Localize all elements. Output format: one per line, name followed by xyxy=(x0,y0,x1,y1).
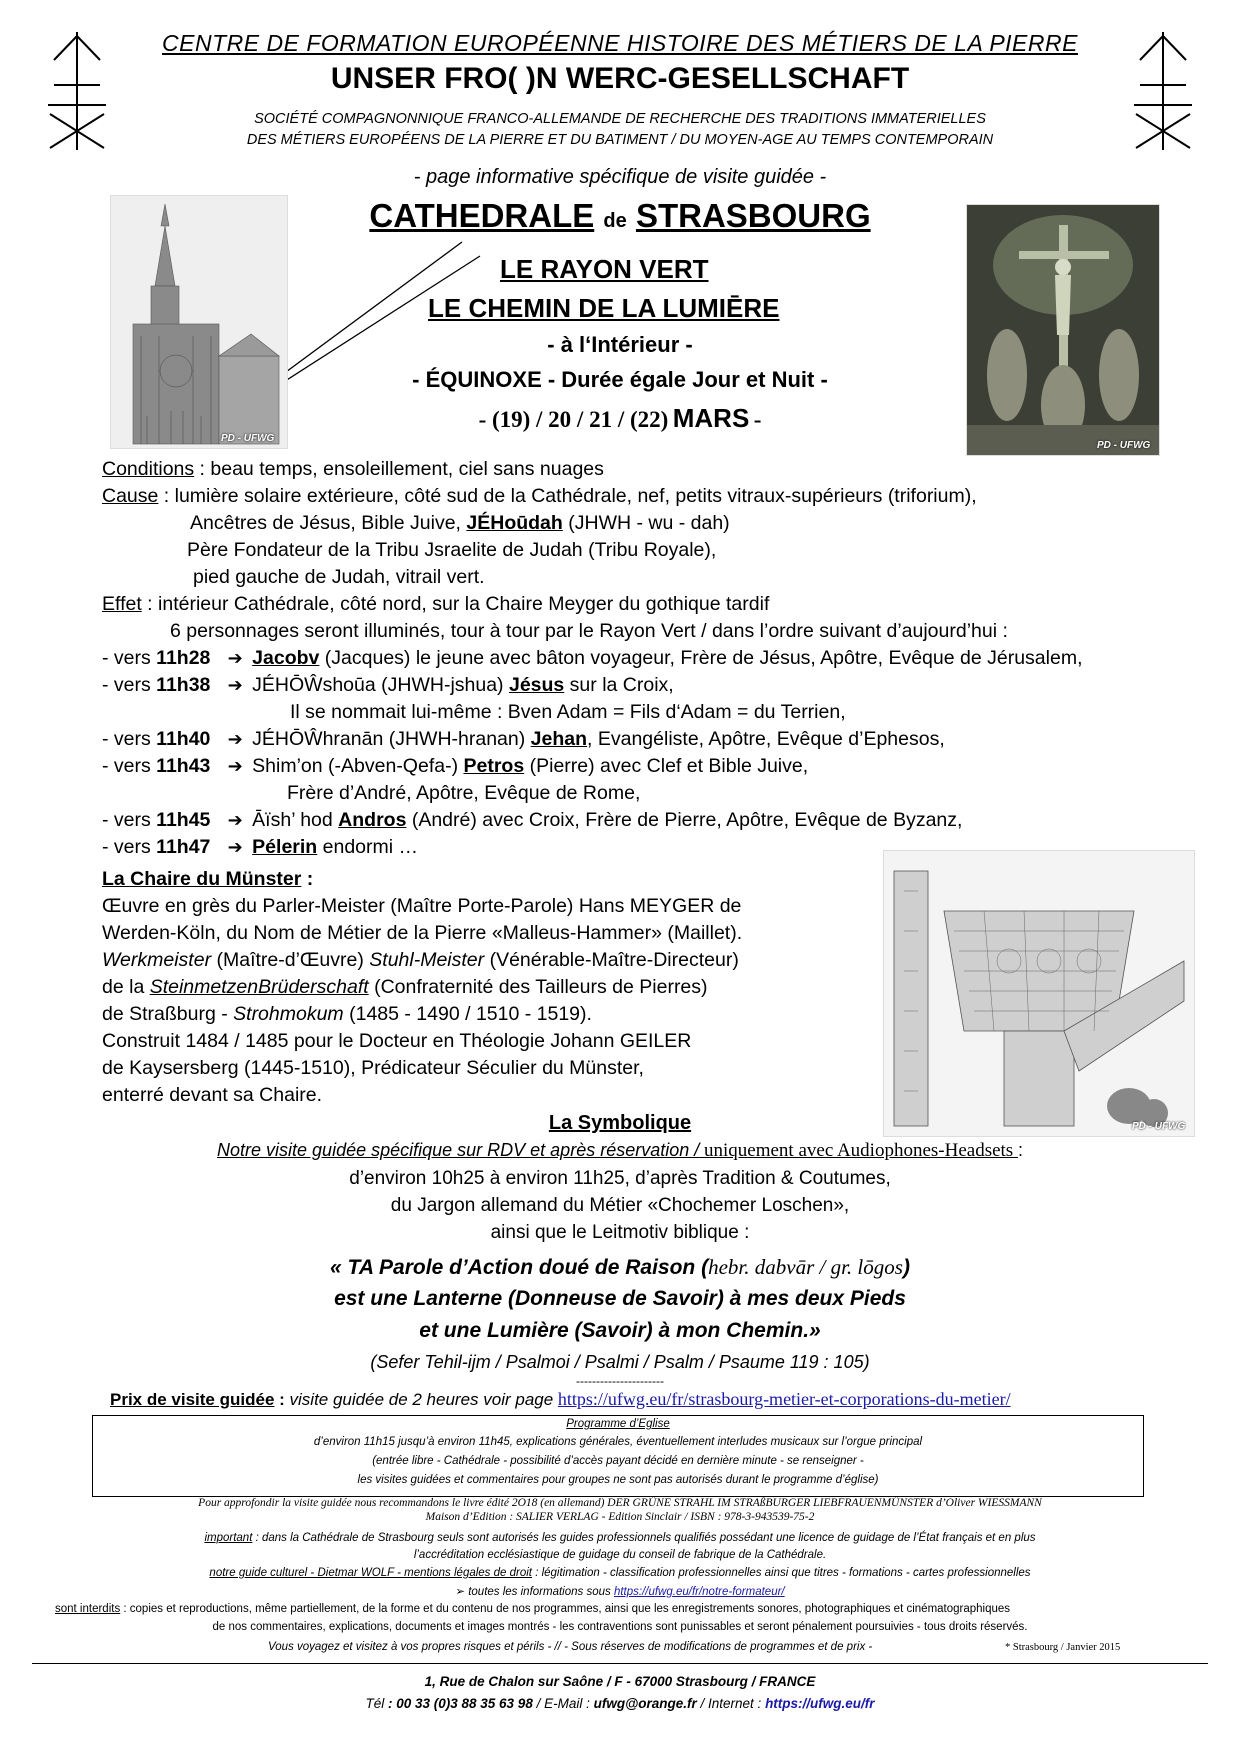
effet-line-2: 6 personnages seront illuminés, tour à tour par le Rayon Vert / dans l’ordre suivant d’aujourd’hui : xyxy=(170,620,1008,642)
chaire-l3b: (Maître-d’Œuvre) xyxy=(211,949,370,971)
jesus-continuation: Il se nommait lui-même : Bven Adam = Fils d‘Adam = du Terrien, xyxy=(290,701,846,723)
figure-hebrew-name: JÉHŌŴhranān (JHWH-hranan) xyxy=(252,728,531,750)
time-prefix: - vers xyxy=(102,674,157,696)
illumination-row xyxy=(102,728,945,751)
cathedral-engraving-photo xyxy=(110,195,288,449)
time-value: 11h28 xyxy=(156,647,211,669)
quote-line-2: est une Lanterne (Donneuse de Savoir) à mes deux Pieds xyxy=(334,1287,906,1310)
footer-tel: : 00 33 (0)3 88 35 63 98 xyxy=(384,1696,533,1711)
figure-description: endormi … xyxy=(317,836,419,858)
programme-line-2: (entrée libre - Cathédrale - possibilité d’accès payant décidé en dernière minute - se renseigner - xyxy=(372,1455,864,1467)
figure-description: (André) avec Croix, Frère de Pierre, Apôtre, Evêque de Byzanz, xyxy=(406,809,963,831)
effet-line-1 xyxy=(102,593,769,616)
photo-credit-right: PD - UFWG xyxy=(1097,440,1151,451)
symbolique-line-3: du Jargon allemand du Métier «Chochemer Loschen», xyxy=(390,1195,850,1216)
chaire-line-4 xyxy=(102,976,708,999)
infos-arrow-icon: ➢ xyxy=(455,1584,466,1598)
arrow-right-icon: ➔ xyxy=(227,675,243,696)
chaire-heading xyxy=(102,868,313,891)
infos-line xyxy=(60,1584,1180,1598)
footer-tel-label: Tél xyxy=(365,1696,385,1711)
figure-description: sur la Croix, xyxy=(564,674,674,696)
footer-net-link[interactable]: https://ufwg.eu/fr xyxy=(765,1696,875,1711)
time-prefix: - vers xyxy=(102,647,157,669)
voyage-line: Vous voyagez et visitez à vos propres risques et périls - // - Sous réserves de modifications de programmes et de prix - xyxy=(268,1641,873,1653)
chaire-l4a: de la xyxy=(102,976,150,998)
prix-colon: : xyxy=(274,1390,285,1409)
time-value: 11h45 xyxy=(156,809,211,831)
chaire-line-5 xyxy=(102,1003,592,1026)
guide-text: : légitimation - classification professionnelles ainsi que titres - formations - cartes professionnelles xyxy=(532,1567,1031,1579)
title-strasbourg: STRASBOURG xyxy=(635,197,871,234)
dates-mars: MARS xyxy=(672,403,750,433)
figure-hebrew-name: JÉHŌŴshoūa (JHWH-jshua) xyxy=(252,674,509,696)
interdits-text: : copies et reproductions, même partiellement, de la forme et du contenu de nos programmes, ainsi que les enregistrements sonores, photographiques et cinématographiques xyxy=(120,1603,1011,1615)
programme-line-3: les visites guidées et commentaires pour groupes ne sont pas autorisés durant le programme d’église) xyxy=(357,1474,879,1486)
dates-prefix: - (19) / 20 / 21 / (22) xyxy=(478,407,669,432)
mason-mark-left-icon xyxy=(44,30,110,150)
figure-hebrew-name: Shim’on (-Abven-Qefa-) xyxy=(252,755,464,777)
figure-name: Jésus xyxy=(508,674,565,696)
figure-name: Jehan xyxy=(530,728,588,750)
page-intro: - page informative spécifique de visite guidée - xyxy=(413,166,827,188)
chaire-l4c: (Confraternité des Tailleurs de Pierres) xyxy=(368,976,708,998)
chaire-l3d: (Vénérable-Maître-Directeur) xyxy=(484,949,739,971)
crucifix-sculpture-icon xyxy=(967,205,1159,455)
quote-line-1 xyxy=(80,1255,1160,1280)
time-prefix: - vers xyxy=(102,836,157,858)
time-prefix: - vers xyxy=(102,809,157,831)
prix-label: Prix de visite guidée xyxy=(110,1390,275,1409)
title-cathedrale: CATHEDRALE xyxy=(369,197,595,234)
cause-line-3: Père Fondateur de la Tribu Jsraelite de Judah (Tribu Royale), xyxy=(187,539,717,561)
prix-link[interactable]: https://ufwg.eu/fr/strasbourg-metier-et-corporations-du-metier/ xyxy=(557,1389,1011,1409)
footer-address: 1, Rue de Chalon sur Saône / F - 67000 Strasbourg / FRANCE xyxy=(424,1674,816,1689)
conditions-line xyxy=(102,458,604,481)
dates-suffix: - xyxy=(753,407,762,432)
illumination-row xyxy=(102,755,808,778)
time-value: 11h38 xyxy=(156,674,211,696)
figure-name: Petros xyxy=(463,755,525,777)
chaire-stuhl-meister: Stuhl-Meister xyxy=(369,949,485,971)
title-equinoxe: - ÉQUINOXE - Durée égale Jour et Nuit - xyxy=(412,367,828,392)
quote-reference: (Sefer Tehil-ijm / Psalmoi / Psalmi / Psalm / Psaume 119 : 105) xyxy=(370,1352,870,1372)
figure-hebrew-name: Āïsh’ hod xyxy=(252,809,339,831)
chaire-werkmeister: Werkmeister xyxy=(102,949,212,971)
cause-label: Cause xyxy=(102,485,159,507)
figure-name: Andros xyxy=(338,809,407,831)
symbolique-title: La Symbolique xyxy=(548,1112,692,1134)
cause-text-1: : lumière solaire extérieure, côté sud de la Cathédrale, nef, petits vitraux-supérieurs (triforium), xyxy=(158,485,977,507)
programme-box xyxy=(92,1415,1144,1497)
photo-credit-left: PD - UFWG xyxy=(221,433,275,444)
title-rayon-vert: LE RAYON VERT xyxy=(500,254,709,284)
header-line-3: SOCIÉTÉ COMPAGNONNIQUE FRANCO-ALLEMANDE DE RECHERCHE DES TRADITIONS IMMATERIELLES xyxy=(254,111,986,127)
illumination-row xyxy=(102,836,418,859)
title-chemin-lumiere: LE CHEMIN DE LA LUMIĒRE xyxy=(428,293,780,323)
programme-line-1: d’environ 11h15 jusqu’à environ 11h45, explications générales, éventuellement interludes musicaux sur l’orgue principal xyxy=(313,1436,923,1448)
title-de: de xyxy=(603,210,627,232)
chaire-line-6: Construit 1484 / 1485 pour le Docteur en Théologie Johann GEILER xyxy=(102,1030,692,1052)
symbolique-l1c: : xyxy=(1017,1140,1023,1160)
title-interieur: - à l‘Intérieur - xyxy=(547,332,693,357)
arrow-right-icon: ➔ xyxy=(227,729,243,750)
separator: ---------------------- xyxy=(576,1374,664,1388)
chaire-line-1: Œuvre en grès du Parler-Meister (Maître Porte-Parole) Hans MEYGER de xyxy=(102,895,742,917)
quote-l1b: hebr. dabvār / gr. lōgos xyxy=(708,1255,903,1279)
symbolique-line-4: ainsi que le Leitmotiv biblique : xyxy=(490,1222,750,1243)
chaire-line-2: Werden-Köln, du Nom de Métier de la Pierre «Malleus-Hammer» (Maillet). xyxy=(102,922,743,944)
figure-name: Pélerin xyxy=(252,836,318,858)
conditions-text: : beau temps, ensoleillement, ciel sans nuages xyxy=(194,458,604,480)
important-text: : dans la Cathédrale de Strasbourg seuls sont autorisés les guides professionnels qualifiés possédant une licence de guidage de l’État français et en plus xyxy=(252,1532,1036,1544)
figure-description: (Jacques) le jeune avec bâton voyageur, Frère de Jésus, Apôtre, Evêque de Jérusalem, xyxy=(319,647,1083,669)
infos-text: toutes les informations sous xyxy=(465,1586,614,1598)
figure-name: Jacobv xyxy=(252,647,320,669)
guide-label: notre guide culturel - Dietmar WOLF - mentions légales de droit xyxy=(209,1567,532,1579)
date-note: * Strasbourg / Janvier 2015 xyxy=(1005,1642,1121,1653)
illumination-row xyxy=(102,809,962,832)
figure-description: , Evangéliste, Apôtre, Evêque d’Ephesos, xyxy=(587,728,945,750)
quote-l1c: ) xyxy=(902,1256,910,1279)
chaire-line-7: de Kaysersberg (1445-1510), Prédicateur Séculier du Münster, xyxy=(102,1057,644,1079)
livre-line-2: Maison d’Edition : SALIER VERLAG - Edition Sinclair / ISBN : 978-3-943539-75-2 xyxy=(425,1511,815,1523)
quote-l1a: « TA Parole d’Action doué de Raison ( xyxy=(330,1256,709,1279)
chaire-l5a: de Straßburg - xyxy=(102,1003,234,1025)
symbolique-line-2: d’environ 10h25 à environ 11h25, d’après Tradition & Coutumes, xyxy=(349,1168,891,1189)
prix-line xyxy=(110,1389,1011,1410)
quote-line-3: et une Lumière (Savoir) à mon Chemin.» xyxy=(419,1319,821,1342)
mason-mark-right-icon xyxy=(1130,30,1196,150)
cathedral-engraving-icon xyxy=(111,196,287,448)
cause-text-2a: Ancêtres de Jésus, Bible Juive, xyxy=(190,512,467,534)
symbolique-line-1 xyxy=(80,1140,1160,1162)
cause-jehoudah: JÉHoūdah xyxy=(466,512,563,534)
header-line-4: DES MÉTIERS EUROPÉENS DE LA PIERRE ET DU BATIMENT / DU MOYEN-AGE AU TEMPS CONTEMPORAIN xyxy=(246,132,994,148)
important-line xyxy=(60,1532,1180,1544)
interdits-line-2: de nos commentaires, explications, documents et images montrés - les contraventions sont punissables et seront pénalement poursuivies - tous droits réservés. xyxy=(212,1621,1028,1633)
time-value: 11h47 xyxy=(156,836,211,858)
prix-text: visite guidée de 2 heures voir page xyxy=(284,1390,558,1409)
infos-link[interactable]: https://ufwg.eu/fr/notre-formateur/ xyxy=(613,1586,785,1598)
petros-continuation: Frère d’André, Apôtre, Evêque de Rome, xyxy=(287,782,641,804)
arrow-right-icon: ➔ xyxy=(227,810,243,831)
footer-contacts xyxy=(60,1696,1180,1711)
effet-label: Effet xyxy=(102,593,142,615)
time-prefix: - vers xyxy=(102,755,157,777)
conditions-label: Conditions xyxy=(102,458,195,480)
important-line-2: l’accréditation ecclésiastique de guidage du conseil de fabrique de la Cathédrale. xyxy=(413,1549,827,1561)
chaire-l5c: (1485 - 1490 / 1510 - 1519). xyxy=(343,1003,592,1025)
livre-line-1: Pour approfondir la visite guidée nous recommandons le livre édité 2O18 (en allemand) DER GRÜNE STRAHL IM STRAßBURGER LIEBFRAUENMÜNSTER d’Oliver WIESSMANN xyxy=(198,1497,1042,1509)
symbolique-l1a: Notre visite guidée spécifique sur RDV et après réservation / xyxy=(217,1140,700,1160)
header-line-2: UNSER FRO( )N WERC-GESELLSCHAFT xyxy=(330,62,910,95)
pulpit-engraving-photo xyxy=(883,850,1195,1137)
header-line-1: CENTRE DE FORMATION EUROPÉENNE HISTOIRE DES MÉTIERS DE LA PIERRE xyxy=(162,30,1078,56)
time-value: 11h40 xyxy=(156,728,211,750)
chaire-strohmokum: Strohmokum xyxy=(233,1003,344,1025)
photo-credit-pulpit: PD - UFWG xyxy=(1132,1121,1186,1132)
programme-title: Programme d’Eglise xyxy=(566,1418,670,1430)
arrow-right-icon: ➔ xyxy=(227,837,243,858)
chaire-line-8: enterré devant sa Chaire. xyxy=(102,1084,323,1106)
footer-mail-label: / E-Mail : xyxy=(532,1696,594,1711)
cause-text-2c: (JHWH - wu - dah) xyxy=(562,512,730,534)
arrow-right-icon: ➔ xyxy=(227,756,243,777)
time-prefix: - vers xyxy=(102,728,157,750)
guide-line xyxy=(60,1567,1180,1579)
interdits-label: sont interdits xyxy=(55,1603,121,1615)
important-label: important xyxy=(204,1532,253,1544)
arrow-right-icon: ➔ xyxy=(227,648,243,669)
cause-line-4: pied gauche de Judah, vitrail vert. xyxy=(193,566,485,588)
footer-mail[interactable]: ufwg@orange.fr xyxy=(593,1696,697,1711)
figure-description: (Pierre) avec Clef et Bible Juive, xyxy=(524,755,809,777)
footer-net-label: / Internet : xyxy=(696,1696,766,1711)
effet-text-1: : intérieur Cathédrale, côté nord, sur la Chaire Meyger du gothique tardif xyxy=(141,593,770,615)
chaire-title-suffix: : xyxy=(301,868,314,890)
chaire-brüderschaft: SteinmetzenBrüderschaft xyxy=(149,976,369,998)
cause-line-1 xyxy=(102,485,977,508)
illumination-row xyxy=(102,647,1082,670)
time-value: 11h43 xyxy=(156,755,211,777)
chaire-title: La Chaire du Münster xyxy=(102,868,302,890)
symbolique-l1b: uniquement avec Audiophones-Headsets xyxy=(699,1140,1018,1161)
illumination-row xyxy=(102,674,674,697)
chaire-line-3 xyxy=(102,949,739,972)
crucifix-sculpture-photo xyxy=(966,204,1160,456)
interdits-line xyxy=(55,1603,1185,1615)
pulpit-engraving-icon xyxy=(884,851,1194,1136)
cause-line-2 xyxy=(190,512,730,535)
footer-divider xyxy=(32,1663,1208,1664)
